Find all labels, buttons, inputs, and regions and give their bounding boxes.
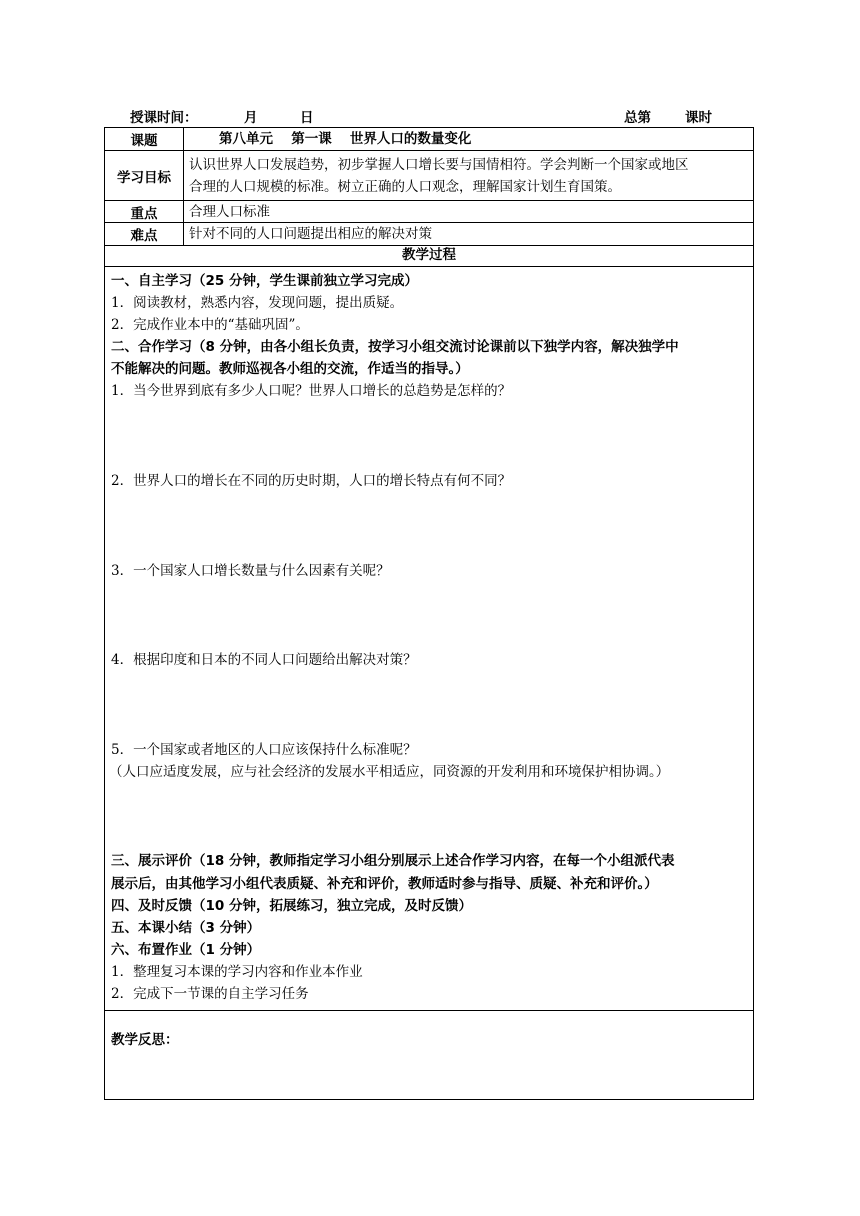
question-4: 4．根据印度和日本的不同人口问题给出解决对策？ [111, 652, 417, 668]
difficulty-row [105, 223, 753, 246]
section-summary: 五、本课小结（3 分钟） [111, 920, 261, 936]
goals-label: 学习目标 [105, 151, 184, 200]
lesson-plan-table [104, 127, 754, 1100]
section-cooperative-line-1: 二、合作学习（8 分钟，由各小组长负责，按学习小组交流讨论课前以下独学内容，解决独学中 [111, 339, 679, 355]
question-2: 2．世界人口的增长在不同的历史时期，人口的增长特点有何不同？ [111, 473, 512, 489]
topic-label: 课题 [105, 128, 184, 150]
period-label: 课时 [685, 110, 712, 126]
homework-item-1: 1．整理复习本课的学习内容和作业本作业 [111, 964, 363, 980]
reflection-divider [105, 1010, 753, 1011]
section-self-study: 一、自主学习（25 分钟，学生课前独立学习完成） [111, 273, 418, 289]
difficulty-label: 难点 [105, 223, 184, 245]
total-label: 总第 [624, 110, 651, 126]
key-point-value: 合理人口标准 [189, 203, 270, 220]
key-point-row [105, 201, 753, 223]
section-showcase-line-2: 展示后，由其他学习小组代表质疑、补充和评价，教师适时参与指导、质疑、补充和评价。） [111, 876, 658, 892]
question-3: 3．一个国家人口增长数量与什么因素有关呢？ [111, 563, 390, 579]
month-label: 月 [244, 110, 258, 126]
question-1: 1．当今世界到底有多少人口呢？世界人口增长的总趋势是怎样的？ [111, 383, 512, 399]
homework-item-2: 2．完成下一节课的自主学习任务 [111, 986, 309, 1002]
goals-line-1: 认识世界人口发展趋势，初步掌握人口增长要与国情相符。学会判断一个国家或地区 [189, 156, 689, 173]
section-homework: 六、布置作业（1 分钟） [111, 942, 261, 958]
day-label: 日 [300, 110, 314, 126]
section-cooperative-line-2: 不能解决的问题。教师巡视各小组的交流，作适当的指导。） [111, 361, 469, 377]
question-5: 5．一个国家或者地区的人口应该保持什么标准呢？ [111, 742, 417, 758]
topic-value: 第八单元 第一课 世界人口的数量变化 [219, 131, 472, 147]
goals-row [105, 151, 753, 201]
section-feedback: 四、及时反馈（10 分钟，拓展练习，独立完成，及时反馈） [111, 898, 472, 914]
self-study-item-1: 1．阅读教材，熟悉内容，发现问题，提出质疑。 [111, 295, 404, 311]
reflection-label: 教学反思： [111, 1032, 179, 1048]
process-heading: 教学过程 [105, 246, 753, 267]
self-study-item-2: 2．完成作业本中的“基础巩固”。 [111, 317, 309, 333]
time-label: 授课时间： [130, 110, 198, 126]
lesson-header [130, 106, 730, 126]
question-5-answer: （人口应适度发展，应与社会经济的发展水平相适应，同资源的开发利用和环境保护相协调。） [109, 764, 670, 780]
goals-value [189, 151, 747, 200]
key-point-label: 重点 [105, 201, 184, 222]
topic-row [105, 128, 753, 151]
section-showcase-line-1: 三、展示评价（18 分钟，教师指定学习小组分别展示上述合作学习内容，在每一个小组派代表 [111, 853, 675, 869]
goals-line-2: 合理的人口规模的标准。树立正确的人口观念，理解国家计划生育国策。 [189, 178, 621, 195]
difficulty-value: 针对不同的人口问题提出相应的解决对策 [189, 226, 432, 242]
